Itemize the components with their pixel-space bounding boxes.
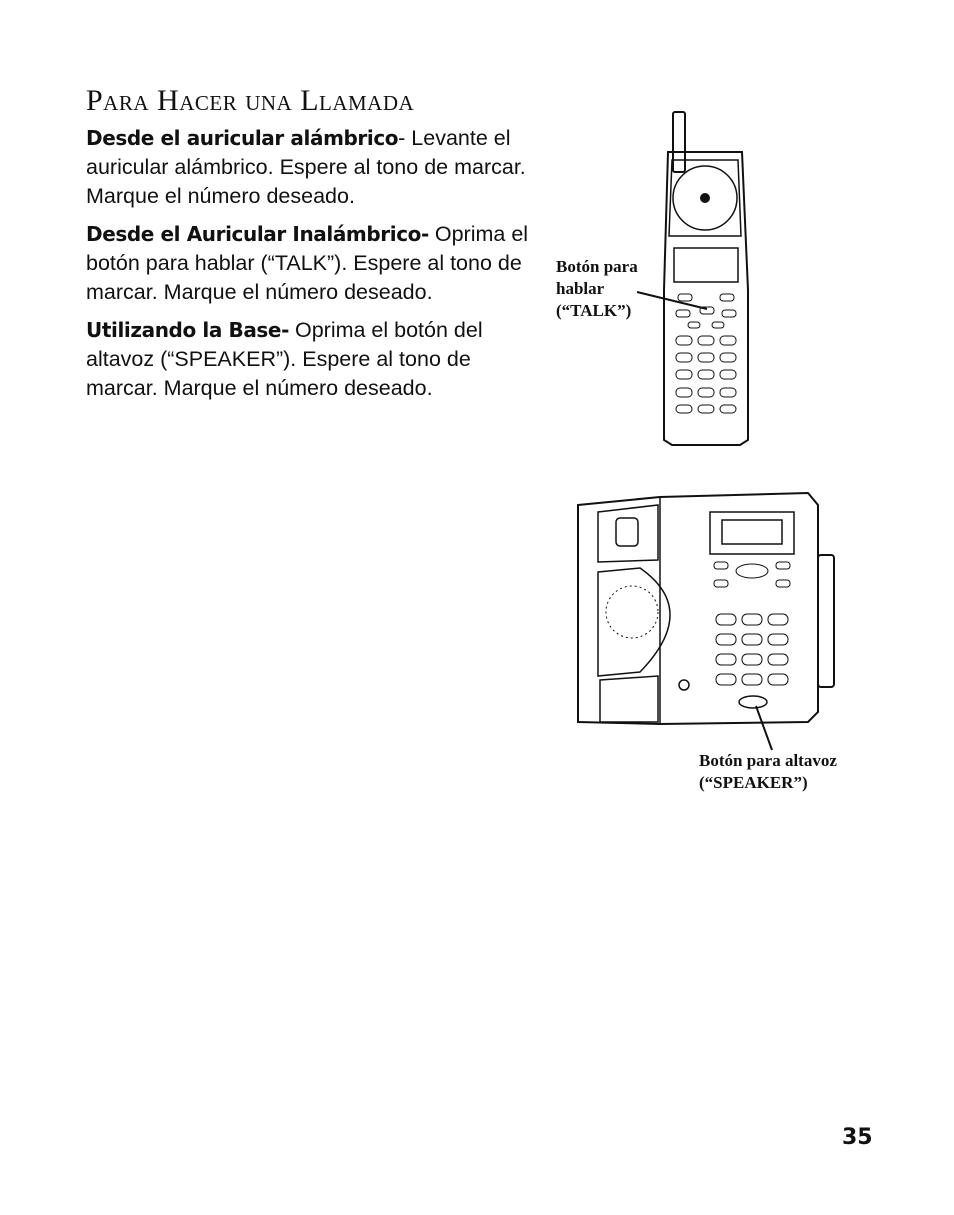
cradle-button bbox=[616, 518, 638, 546]
handset-cradle bbox=[598, 505, 658, 562]
callout-line: Botón para bbox=[556, 257, 638, 276]
callout-line: (“TALK”) bbox=[556, 301, 632, 320]
speaker-button-icon bbox=[739, 696, 767, 708]
handset-key bbox=[720, 294, 734, 301]
base-antenna bbox=[818, 555, 834, 687]
cradle-slot bbox=[600, 676, 658, 722]
callout-line: hablar bbox=[556, 279, 605, 298]
paragraph-bold-lead: Desde el Auricular Inalámbrico- bbox=[86, 222, 429, 246]
handset-keypad bbox=[676, 336, 736, 413]
speaker-callout-line bbox=[756, 706, 772, 750]
indicator-light-icon bbox=[679, 680, 689, 690]
cordless-handset-illustration bbox=[664, 112, 748, 445]
paragraph-bold-lead: Desde el auricular alámbrico bbox=[86, 126, 399, 150]
handset-key bbox=[722, 310, 736, 317]
section-heading: Para Hacer una Llamada bbox=[86, 84, 415, 117]
paragraph-bold-lead: Utilizando la Base- bbox=[86, 318, 289, 342]
handset-key bbox=[678, 294, 692, 301]
talk-button-callout bbox=[556, 256, 666, 322]
handset-key bbox=[676, 310, 690, 317]
handset-key bbox=[712, 322, 724, 328]
paragraph-body: - Levante el auricular alámbrico. Espere al tono de marcar. Marque el número deseado. bbox=[86, 126, 526, 208]
handset-key bbox=[688, 322, 700, 328]
speaker-button-callout bbox=[699, 750, 899, 794]
callout-line: Botón para altavoz bbox=[699, 751, 837, 770]
handset-antenna bbox=[673, 112, 685, 172]
callout-line: (“SPEAKER”) bbox=[699, 773, 808, 792]
paragraph-body: Oprima el botón del altavoz (“SPEAKER”). Espere al tono de marcar. Marque el número deseado. bbox=[86, 318, 483, 400]
page-number: 35 bbox=[842, 1125, 873, 1150]
base-display bbox=[722, 520, 782, 544]
speaker-grille-area bbox=[598, 568, 670, 676]
handset-display bbox=[674, 248, 738, 282]
speaker-grille-icon bbox=[606, 586, 658, 638]
paragraph-body: Oprima el botón para hablar (“TALK”). Espere al tono de marcar. Marque el número deseado. bbox=[86, 222, 529, 304]
handset-logo-icon bbox=[701, 194, 709, 202]
base-keypad bbox=[716, 614, 788, 685]
base-unit-illustration bbox=[578, 493, 834, 724]
